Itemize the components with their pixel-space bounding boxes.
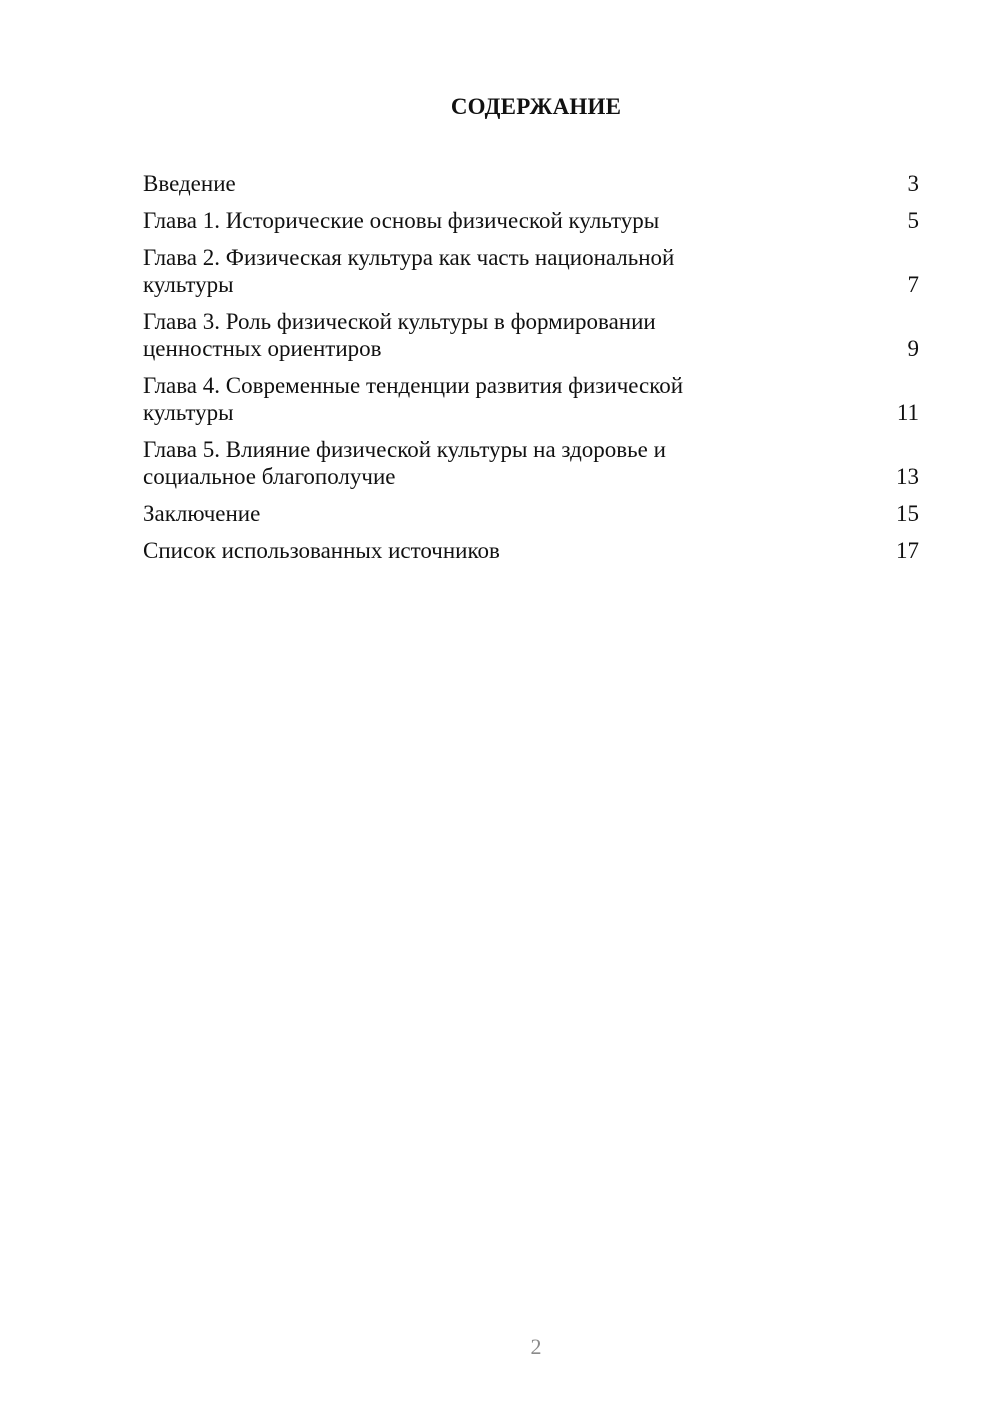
toc-entry-page: 17 <box>896 538 919 563</box>
toc-entry-label: Глава 3. Роль физической культуры в формировании ценностных ориентиров <box>143 309 656 361</box>
toc-entry-page: 9 <box>907 336 919 361</box>
toc-entry-page: 7 <box>907 272 919 297</box>
toc-entry-chapter-4 <box>143 372 919 426</box>
toc-entry-page: 3 <box>907 171 919 196</box>
toc-entry-label: Глава 5. Влияние физической культуры на здоровье и социальное благополучие <box>143 437 666 489</box>
toc-entry-label: Глава 1. Исторические основы физической культуры <box>143 208 660 233</box>
toc-list <box>143 170 919 574</box>
toc-entry-label: Заключение <box>143 501 261 526</box>
toc-entry-introduction <box>143 170 919 197</box>
toc-entry-page: 13 <box>896 464 919 489</box>
toc-title: СОДЕРЖАНИЕ <box>450 94 622 119</box>
page-number: 2 <box>530 1334 542 1359</box>
toc-entry-chapter-1 <box>143 207 919 234</box>
toc-entry-page: 5 <box>907 208 919 233</box>
toc-entry-page: 11 <box>896 400 919 425</box>
toc-entry-label: Введение <box>143 171 236 196</box>
toc-entry-chapter-2 <box>143 244 919 298</box>
toc-entry-label: Глава 4. Современные тенденции развития физической культуры <box>143 373 684 425</box>
toc-entry-page: 15 <box>896 501 919 526</box>
toc-entry-chapter-3 <box>143 308 919 362</box>
toc-entry-references <box>143 537 919 564</box>
toc-entry-label: Глава 2. Физическая культура как часть национальной культуры <box>143 245 675 297</box>
toc-entry-conclusion <box>143 500 919 527</box>
toc-entry-label: Список использованных источников <box>143 538 500 563</box>
toc-entry-chapter-5 <box>143 436 919 490</box>
